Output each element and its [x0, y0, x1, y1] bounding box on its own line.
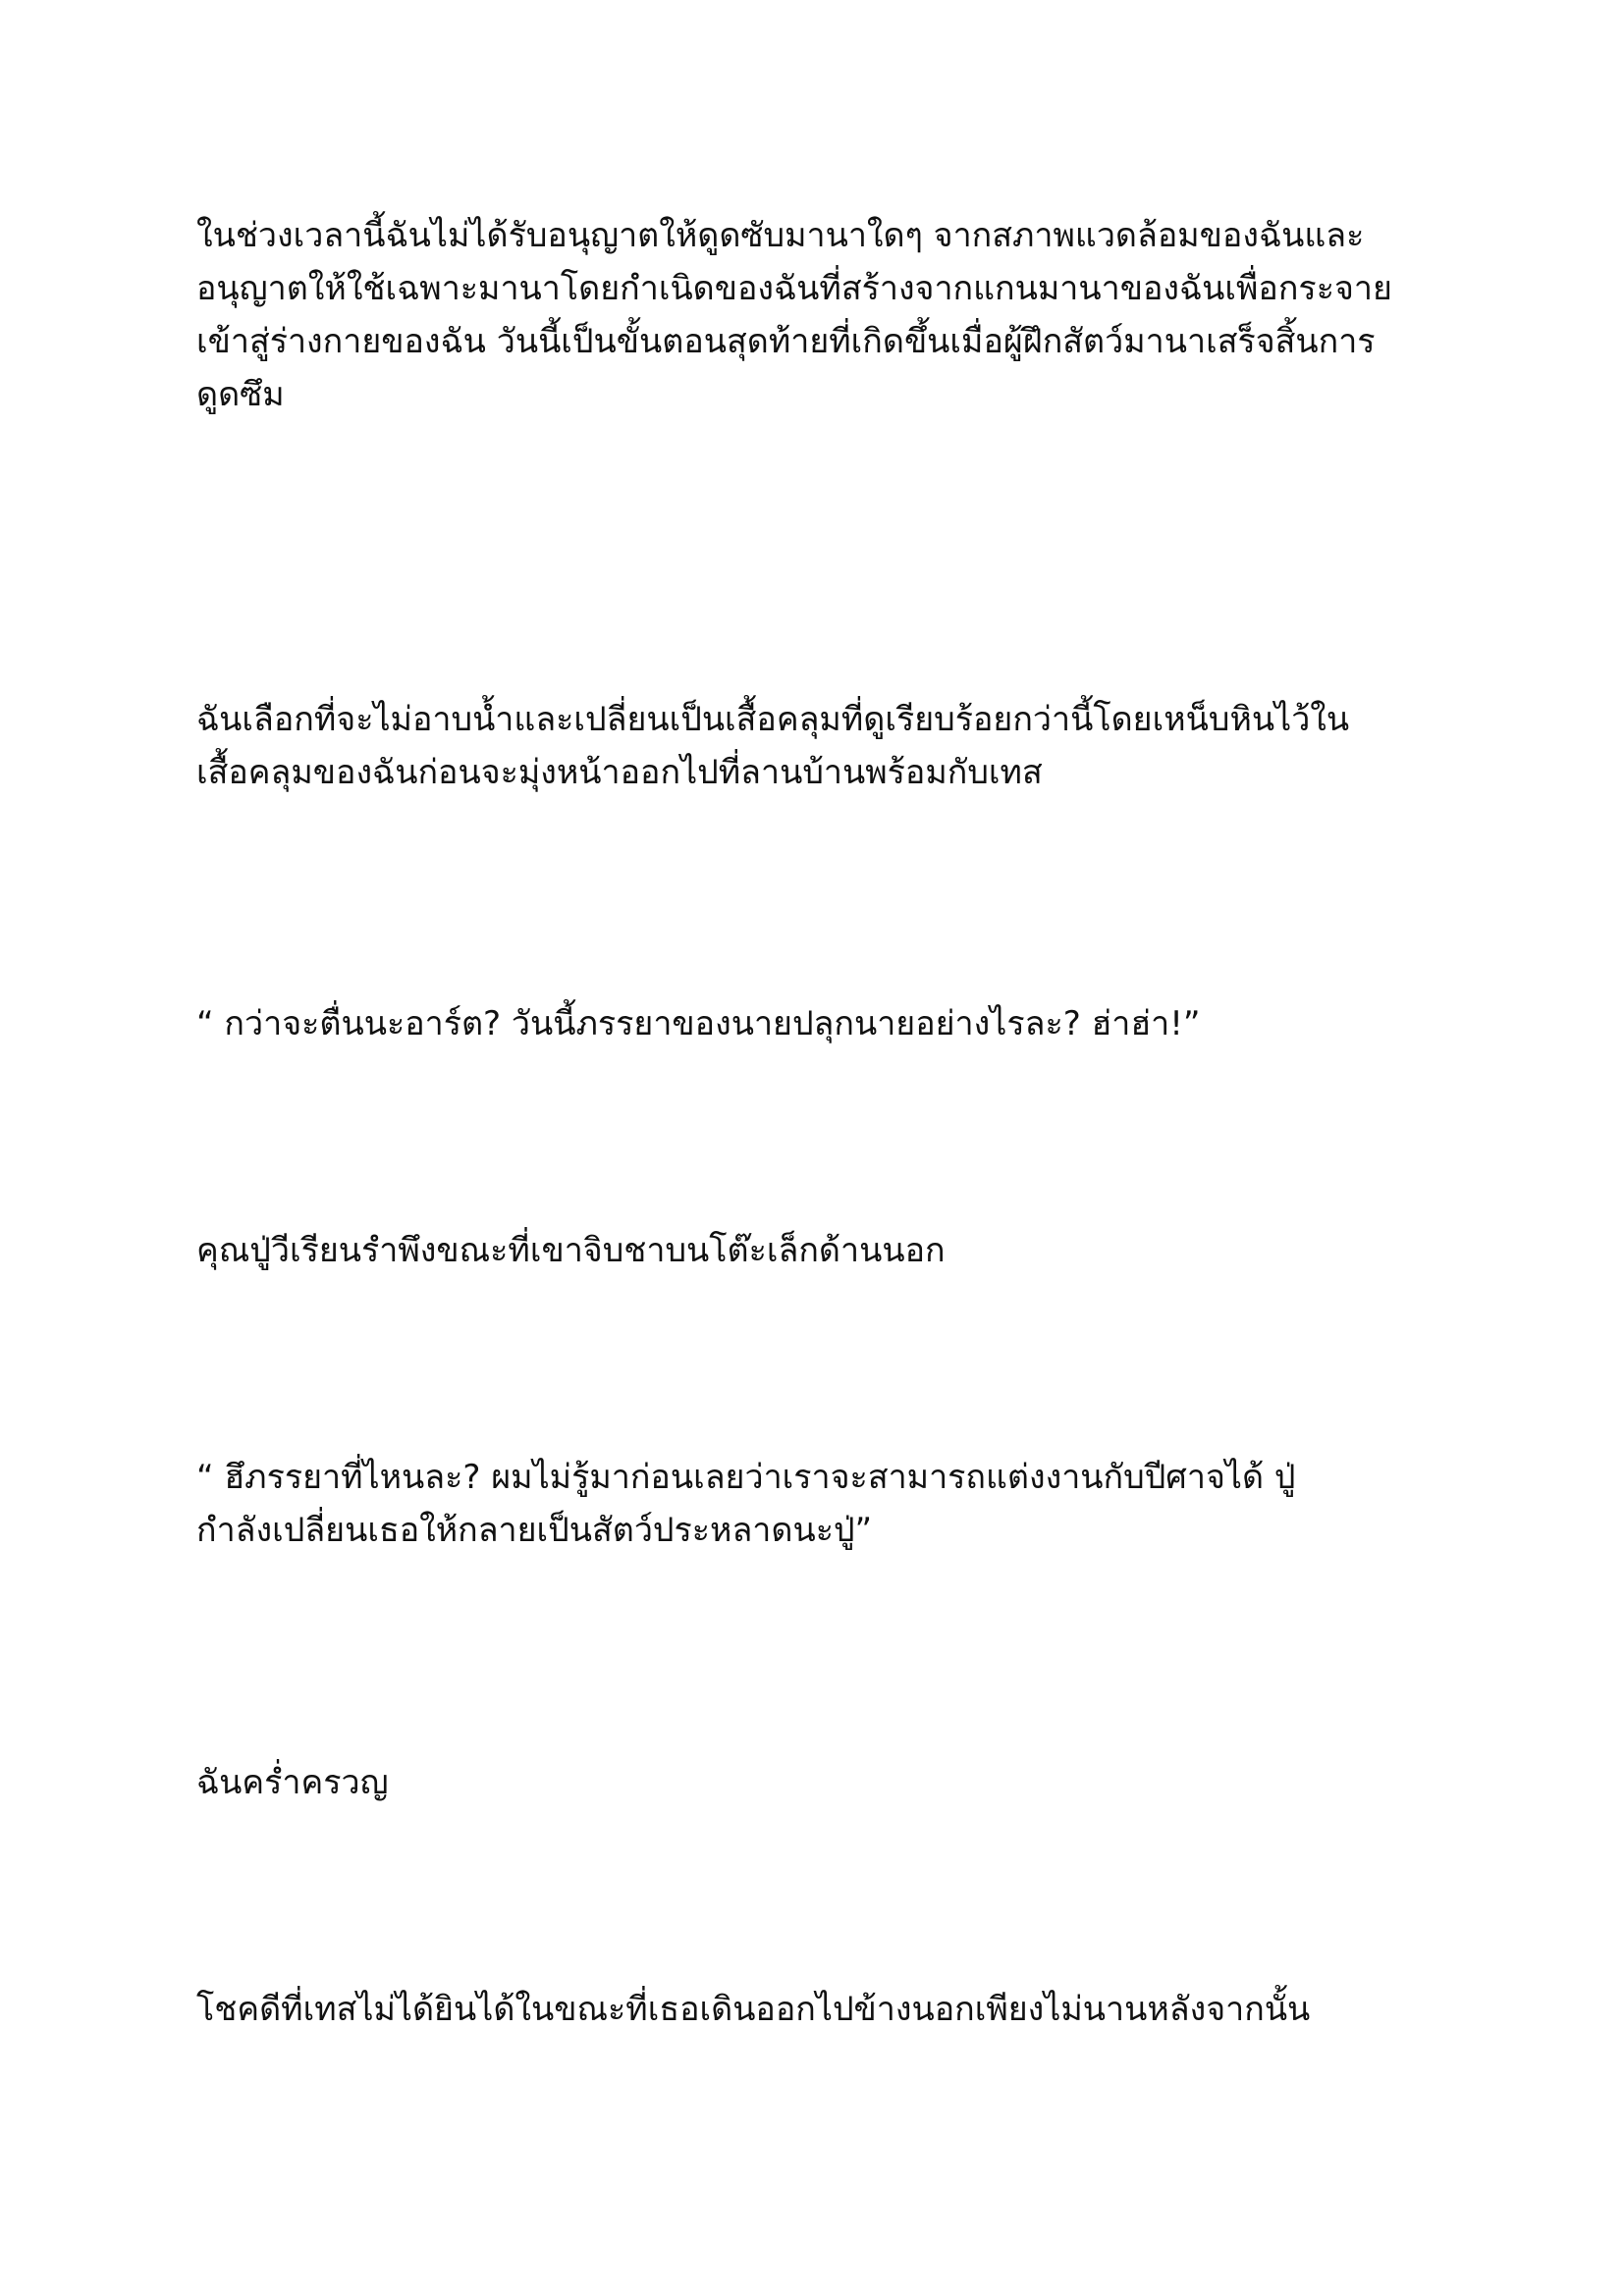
paragraph — [196, 1983, 1473, 2036]
text-line: ฉันเลือกที่จะไม่อาบน้ำและเปลี่ยนเป็นเสื้อคลุมที่ดูเรียบร้อยกว่านี้โดยเหน็บหินไว้ใน — [196, 700, 1350, 739]
text-line: เข้าสู่ร่างกายของฉัน วันนี้เป็นขั้นตอนสุดท้ายที่เกิดขึ้นเมื่อผู้ฝึกสัตว์มานาเสร็จสิ้นการ — [196, 322, 1376, 361]
paragraph — [196, 1756, 1473, 1809]
dialogue-paragraph — [196, 997, 1473, 1050]
text-line: เสื้อคลุมของฉันก่อนจะมุ่งหน้าออกไปที่ลานบ้านพร้อมกับเทส — [196, 753, 1043, 792]
text-line: โชคดีที่เทสไม่ได้ยินได้ในขณะที่เธอเดินออกไปข้างนอกเพียงไม่นานหลังจากนั้น — [196, 1990, 1311, 2029]
dialogue-paragraph — [196, 1451, 1473, 1557]
text-line: “ ฮึภรรยาที่ไหนละ? ผมไม่รู้มาก่อนเลยว่าเราจะสามารถแต่งงานกับปีศาจได้ ปู่ — [196, 1458, 1296, 1497]
text-line: ดูดซึม — [196, 375, 285, 414]
paragraph — [196, 209, 1473, 421]
text-line: คุณปู่วีเรียนรำพึงขณะที่เขาจิบชาบนโต๊ะเล็กด้านนอก — [196, 1231, 946, 1270]
text-line: “ กว่าจะตื่นนะอาร์ต? วันนี้ภรรยาของนายปลุกนายอย่างไรละ? ฮ่าฮ่า!” — [196, 1004, 1201, 1043]
text-line: กำลังเปลี่ยนเธอให้กลายเป็นสัตว์ประหลาดนะปู่” — [196, 1511, 873, 1550]
paragraph — [196, 693, 1473, 799]
text-line: อนุญาตให้ใช้เฉพาะมานาโดยกำเนิดของฉันที่สร้างจากแกนมานาของฉันเพื่อกระจาย — [196, 269, 1392, 308]
text-line: ฉันคร่ำครวญ — [196, 1763, 389, 1802]
paragraph — [196, 1224, 1473, 1277]
text-line: ในช่วงเวลานี้ฉันไม่ได้รับอนุญาตให้ดูดซับมานาใดๆ จากสภาพแวดล้อมของฉันและ — [196, 216, 1365, 255]
